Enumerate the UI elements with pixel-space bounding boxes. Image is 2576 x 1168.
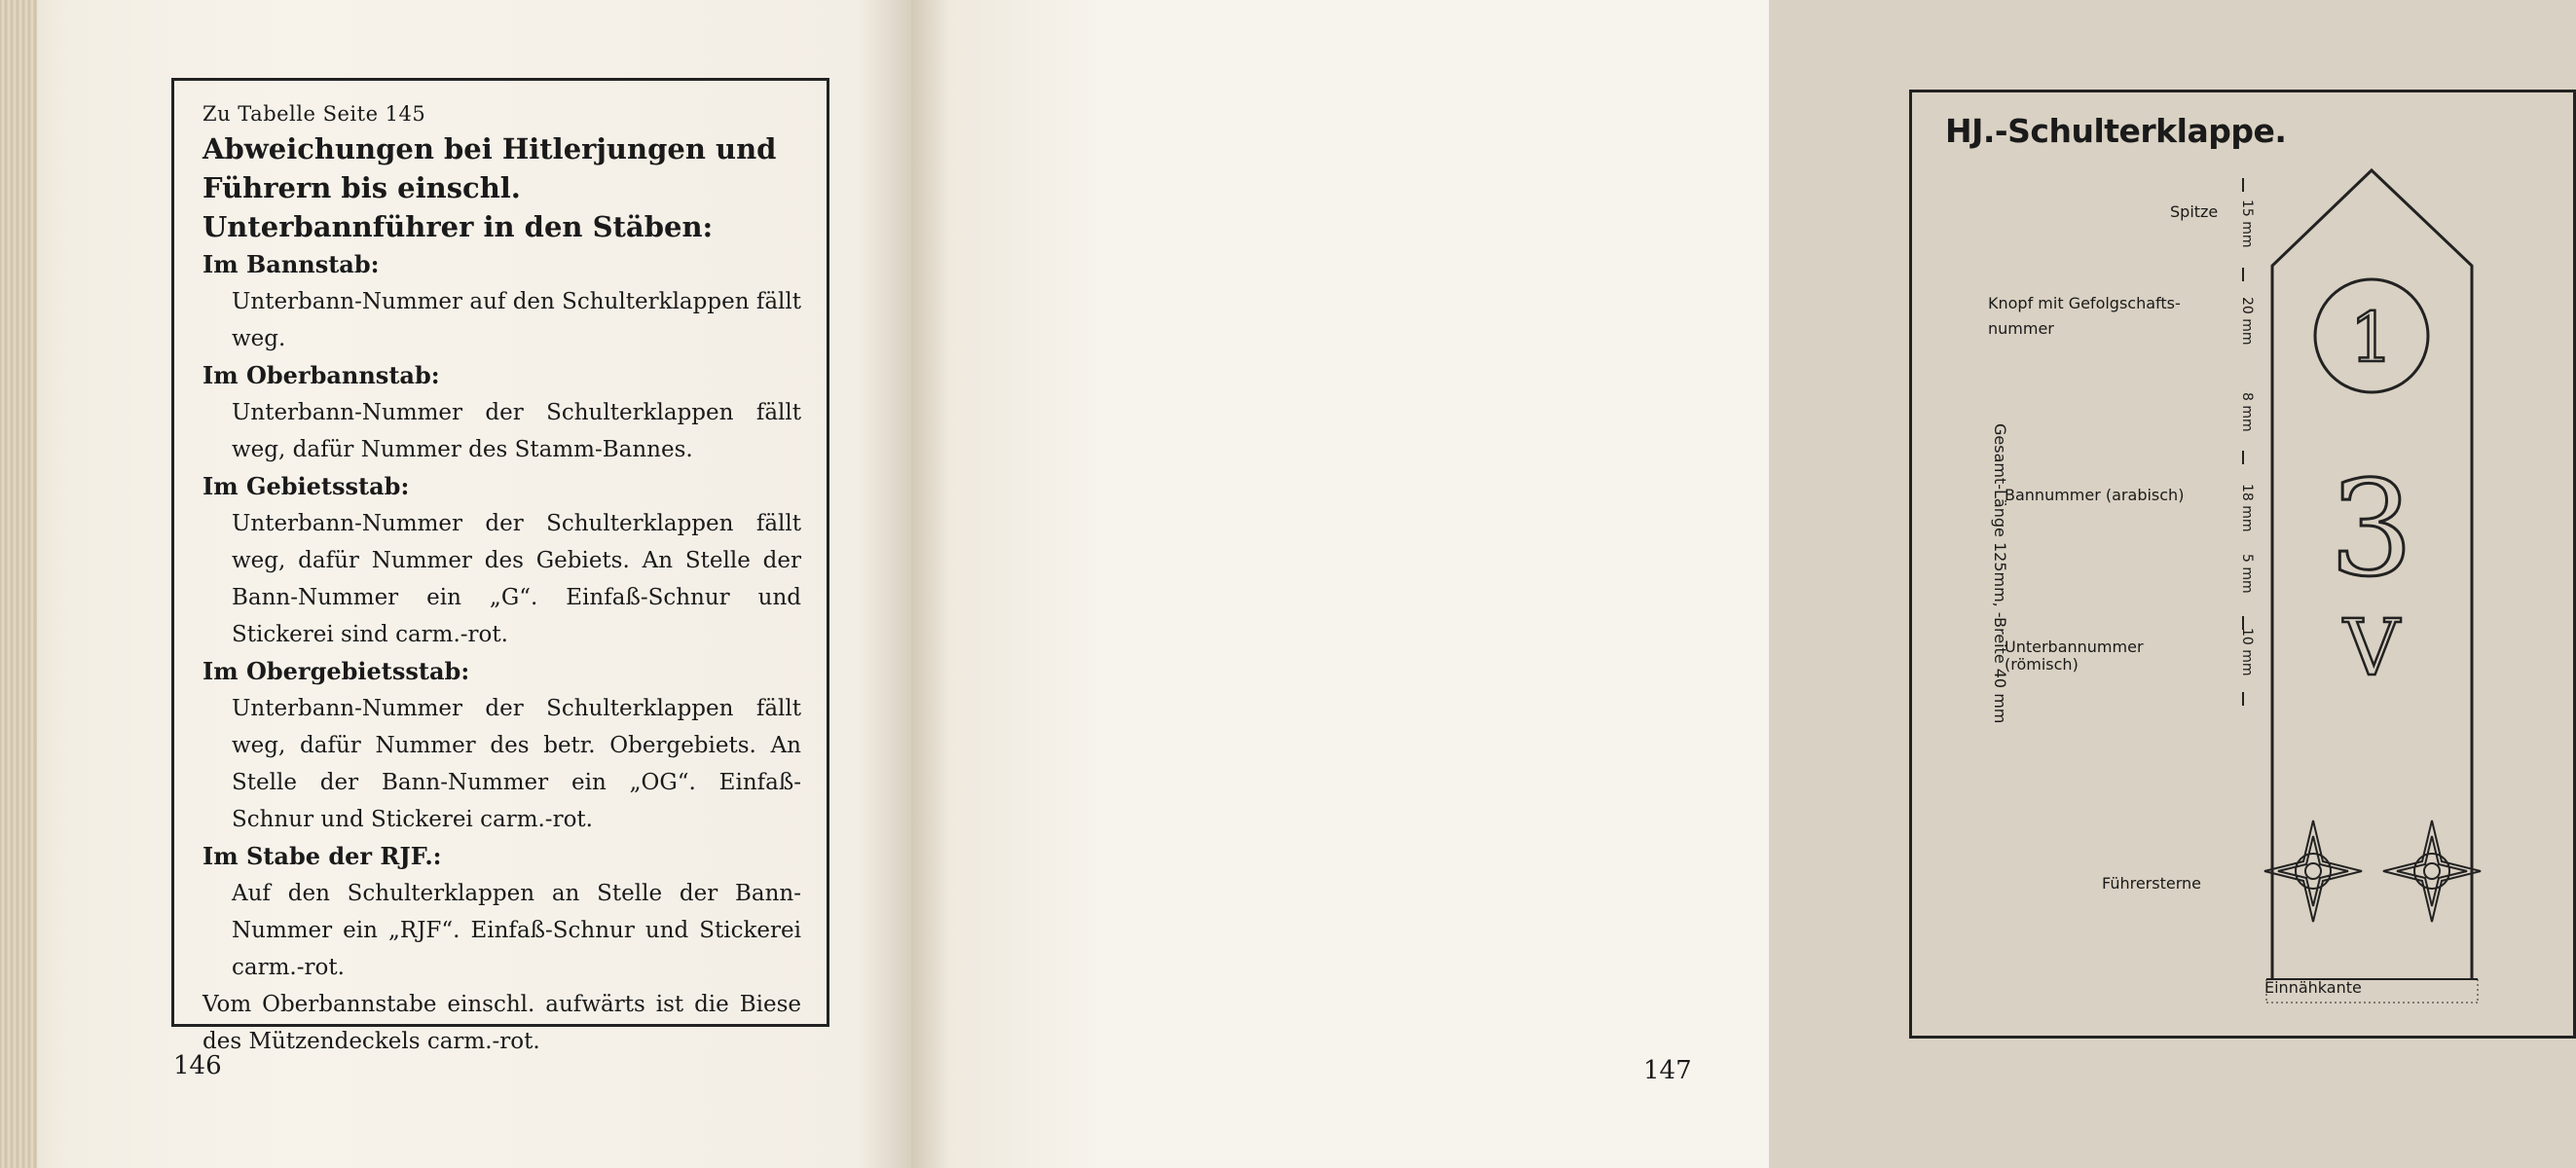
unterbann-numeral: V <box>2343 602 2400 693</box>
label-unterbann-1: Unterbannummer <box>2005 638 2144 656</box>
ruler-segment: 10 mm <box>2239 628 2255 676</box>
ruler-segment: 8 mm <box>2239 392 2255 432</box>
label-spitze: Spitze <box>2170 202 2219 221</box>
section-text: Unterbann-Nummer auf den Schulterklappen fällt weg. <box>232 289 801 351</box>
section-title: Im Obergebietsstab: <box>202 657 470 685</box>
right-page <box>911 0 2413 1168</box>
section-title: Im Bannstab: <box>202 250 380 278</box>
label-fuehrersterne: Führersterne <box>2102 874 2201 893</box>
label-knopf-1: Knopf mit Gefolgschafts- <box>1988 294 2181 312</box>
bann-number: 3 <box>2330 453 2413 605</box>
section-title: Im Oberbannstab: <box>202 361 440 389</box>
shoulder-strap-drawing <box>1912 92 2574 1037</box>
label-bannummer: Bannummer (arabisch) <box>2005 486 2185 504</box>
fuehrer-star-left <box>2264 821 2362 922</box>
text-frame <box>171 78 829 1054</box>
ruler-segment: 5 mm <box>2239 554 2255 594</box>
section-title: Im Gebietsstab: <box>202 472 410 500</box>
section-text: Unterbann-Nummer der Schulterklappen fällt weg, dafür Nummer des betr. Obergebiets. An Stelle der Bann-Nummer ein „OG“. Einfaß-Schnur und Stickerei carm.-rot. <box>232 696 801 832</box>
left-page <box>0 0 911 1168</box>
diagram-title: HJ.-Schulterklappe. <box>1945 112 2287 150</box>
label-unterbann-2: (römisch) <box>2005 655 2079 674</box>
fuehrer-star-right <box>2383 821 2481 922</box>
section-text: Unterbann-Nummer der Schulterklappen fällt weg, dafür Nummer des Stamm-Bannes. <box>232 400 801 462</box>
ruler-segment: 20 mm <box>2239 297 2255 346</box>
ruler-segment: 15 mm <box>2239 200 2255 248</box>
page-edge <box>0 0 37 1168</box>
section-text: Auf den Schulterklappen an Stelle der Bann-Nummer ein „RJF“. Einfaß-Schnur und Stickerei carm.-rot. <box>232 881 801 980</box>
section-heading: Abweichungen bei Hitlerjungen und Führern bis einschl. Unterbannführer in den Stäben: <box>202 132 777 243</box>
button-number: 1 <box>2349 298 2394 378</box>
page-number-right: 147 <box>1643 1056 1692 1085</box>
label-einnaehkante: Einnähkante <box>2264 978 2362 997</box>
closing-note: Vom Oberbannstabe einschl. aufwärts ist die Biese des Mützendeckels carm.-rot. <box>202 992 801 1054</box>
table-reference: Zu Tabelle Seite 145 <box>202 102 426 126</box>
overall-dimension-text: Gesamt-Länge 125mm, -Breite 40 mm <box>1991 423 2009 724</box>
section-title: Im Stabe der RJF.: <box>202 842 442 870</box>
section-text: Unterbann-Nummer der Schulterklappen fällt weg, dafür Nummer des Gebiets. An Stelle der Bann-Nummer ein „G“. Einfaß-Schnur und Stickerei sind carm.-rot. <box>232 511 801 647</box>
ruler-segment: 18 mm <box>2239 484 2255 532</box>
label-knopf-2: nummer <box>1988 319 2054 338</box>
diagram-frame <box>1909 90 2576 1039</box>
page-number-left: 146 <box>173 1051 222 1080</box>
